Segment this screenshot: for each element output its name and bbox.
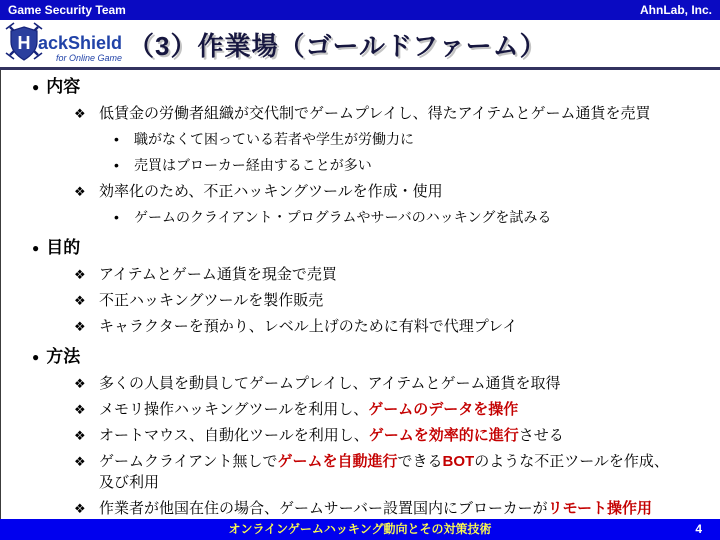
logo-name-text: ackShield: [38, 33, 122, 53]
logo-shield-letter: H: [17, 33, 31, 53]
item-bullet-icon: •: [114, 131, 119, 147]
hackshield-logo-graphic: [4, 21, 122, 66]
plain-text: できる: [397, 453, 443, 470]
footer-bar: [0, 519, 720, 540]
plain-text: アイテムとゲーム通貨を現金で売買: [99, 266, 337, 283]
list-item-text: [134, 207, 712, 228]
plain-text: 作業者が他国在住の場合、ゲームサーバー設置国内にブローカーが: [99, 500, 548, 517]
slide-header: [0, 20, 720, 67]
plain-text: 及び利用: [99, 474, 160, 491]
list-item: [74, 290, 712, 311]
list-item-text: [99, 425, 712, 446]
list-item-text: [134, 155, 712, 176]
plain-text: 売買はブローカー経由することが多い: [134, 157, 372, 173]
list-item: [74, 316, 712, 337]
hackshield-logo: [4, 21, 122, 71]
top-bar-company-label: AhnLab, Inc.: [640, 3, 712, 17]
section-heading: [32, 76, 712, 98]
list-item-text: [99, 181, 712, 202]
section-heading-text: 目的: [46, 238, 81, 257]
list-item-text: [99, 264, 712, 285]
list-item: [74, 498, 712, 520]
item-bullet-icon: ❖: [74, 402, 86, 417]
section-heading: [32, 237, 712, 259]
plain-text: ゲームクライアント無しで: [99, 453, 278, 470]
emphasis-text: リモート操作用: [547, 500, 653, 517]
item-bullet-icon: •: [114, 209, 119, 225]
top-bar: [0, 0, 720, 20]
section-heading-text: 方法: [46, 347, 81, 366]
plain-text: 職がなくて困っている若者や学生が労働力に: [134, 131, 414, 147]
content-section: [32, 237, 712, 337]
footer-title: オンラインゲームハッキング動向とその対策技術: [228, 522, 492, 536]
list-item: [74, 264, 712, 285]
top-bar-team-label: Game Security Team: [8, 3, 126, 17]
list-item: [74, 181, 712, 202]
list-item: [114, 129, 712, 150]
slide-body: [0, 70, 720, 520]
list-item: [114, 207, 712, 228]
logo-tagline: for Online Game: [56, 53, 122, 63]
content-section: [32, 346, 712, 520]
section-heading-text: 内容: [46, 77, 81, 96]
item-bullet-icon: ❖: [74, 319, 86, 334]
list-item: [74, 373, 712, 394]
list-item: [74, 451, 712, 493]
item-bullet-icon: ❖: [74, 184, 86, 199]
plain-text: ゲームのクライアント・プログラムやサーバのハッキングを試みる: [134, 209, 552, 225]
plain-text: 効率化のため、不正ハッキングツールを作成・使用: [99, 183, 443, 200]
emphasis-text: ゲームのデータを操作: [368, 401, 519, 418]
list-item-text: [99, 498, 712, 520]
circle-bullet-icon: ●: [32, 241, 40, 255]
item-bullet-icon: ❖: [74, 428, 86, 443]
list-item-text: [99, 103, 712, 124]
emphasis-text: ゲームを自動進行: [277, 453, 398, 470]
emphasis-text: ゲームを効率的に進行: [368, 427, 519, 444]
list-item-text: [99, 316, 712, 337]
circle-bullet-icon: ●: [32, 350, 40, 364]
item-bullet-icon: ❖: [74, 454, 86, 469]
content-section: [32, 76, 712, 228]
item-bullet-icon: ❖: [74, 106, 86, 121]
page-number: 4: [695, 522, 702, 536]
list-item-text: [99, 399, 712, 420]
item-bullet-icon: ❖: [74, 501, 86, 516]
list-item-text: [99, 290, 712, 311]
item-bullet-icon: ❖: [74, 293, 86, 308]
list-item-text: [134, 129, 712, 150]
plain-text: させる: [518, 427, 564, 444]
page-title: （3）作業場（ゴールドファーム）: [128, 31, 547, 61]
list-item: [74, 425, 712, 446]
section-heading: [32, 346, 712, 368]
list-item-text: [99, 373, 712, 394]
plain-text: 不正ハッキングツールを製作販売: [99, 292, 324, 309]
plain-text: キャラクターを預かり、レベル上げのために有料で代理プレイ: [99, 318, 518, 335]
plain-text: メモリ操作ハッキングツールを利用し、: [99, 401, 369, 418]
item-bullet-icon: ❖: [74, 376, 86, 391]
item-bullet-icon: ❖: [74, 267, 86, 282]
plain-text: のような不正ツールを作成、: [474, 453, 669, 470]
circle-bullet-icon: ●: [32, 80, 40, 94]
list-item: [74, 399, 712, 420]
list-item: [74, 103, 712, 124]
plain-text: 低賃金の労働者組織が交代制でゲームプレイし、得たアイテムとゲーム通貨を売買: [99, 105, 651, 122]
list-item-text: [99, 451, 712, 493]
item-bullet-icon: •: [114, 157, 119, 173]
plain-text: 多くの人員を動員してゲームプレイし、アイテムとゲーム通貨を取得: [99, 375, 561, 392]
list-item: [114, 155, 712, 176]
emphasis-text: BOT: [442, 453, 475, 470]
plain-text: オートマウス、自動化ツールを利用し、: [99, 427, 369, 444]
